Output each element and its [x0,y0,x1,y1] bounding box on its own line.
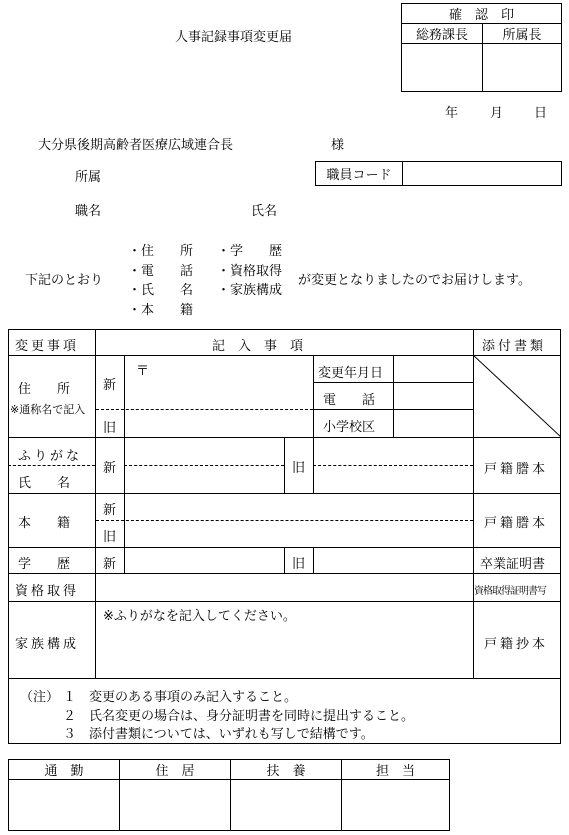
employee-code-field[interactable] [403,162,562,186]
footer-dependents-cell[interactable] [231,780,342,831]
family-field[interactable] [97,622,472,676]
furigana-attach: 戸籍謄本 [484,462,549,477]
domicile-new-field[interactable] [126,495,472,518]
notice-item-phone: ・電 話 [128,264,194,279]
employee-code-label: 職員コード [316,162,403,186]
footer-in-charge: 担 当 [342,760,450,780]
address-old-field[interactable] [126,411,311,436]
domicile-label: 本 籍 [18,516,71,531]
qualification-label: 資格取得 [15,584,80,599]
school-district-field[interactable] [395,411,472,436]
stamp-cell-department[interactable] [483,44,562,92]
family-note: ※ふりがなを記入してください。 [103,609,296,624]
furigana-old-label: 旧 [292,461,306,476]
addressee-honorific: 様 [331,138,345,153]
note-3-text: 添付書類については、いずれも写しで結構です。 [89,727,374,742]
phone-field[interactable] [395,384,472,408]
name-change-label: 氏 名 [18,476,71,491]
domicile-old-field[interactable] [126,522,472,546]
change-date-label: 変更年月日 [318,366,384,381]
school-district-label: 小学校区 [323,420,376,435]
phone-label: 電 話 [323,393,376,408]
notice-lead: 下記のとおり [25,273,104,288]
note-2-num: ２ [63,709,77,724]
address-new-field[interactable] [126,375,311,407]
note-3-num: ３ [63,727,77,742]
notes-prefix: （注） [20,690,60,705]
notice-item-family: ・家族構成 [217,283,283,298]
footer-in-charge-cell[interactable] [342,780,450,831]
notice-item-name: ・氏 名 [128,283,194,298]
processing-table [8,759,450,831]
education-old-field[interactable] [315,549,472,572]
family-label: 家族構成 [15,637,80,652]
form-title: 人事記録事項変更届 [175,30,293,45]
addressee-name: 大分県後期高齢者医療広域連合長 [38,138,234,153]
notice-item-education: ・学 歴 [217,244,283,259]
furigana-new-label: 新 [103,461,117,476]
notice-item-qualification: ・資格取得 [217,264,283,279]
approval-col-general-affairs: 総務課長 [402,24,483,44]
name-label: 氏名 [251,204,278,219]
no-attachment-diagonal [473,355,561,437]
address-new-label: 新 [103,378,117,393]
footer-dependents: 扶 養 [231,760,342,780]
footer-commute-cell[interactable] [9,780,120,831]
domicile-old-label: 旧 [103,530,117,545]
position-label: 職名 [75,204,102,219]
note-1-num: １ [63,690,77,705]
stamp-cell-general-affairs[interactable] [402,44,483,92]
note-1-text: 変更のある事項のみ記入すること。 [89,690,298,705]
approval-stamp-box [401,3,562,92]
furigana-label: ふりがな [18,449,83,464]
education-label: 学 歴 [18,557,71,572]
family-attach: 戸籍抄本 [484,637,549,652]
change-date-field[interactable] [395,357,472,381]
domicile-new-label: 新 [103,503,117,518]
domicile-attach: 戸籍謄本 [484,516,549,531]
approval-col-department: 所属長 [483,24,562,44]
notice-item-domicile: ・本 籍 [128,303,194,318]
header-attach: 添付書類 [482,339,547,354]
notice-tail: が変更となりましたのでお届けします。 [298,273,531,288]
header-change-item: 変更事項 [15,339,80,354]
footer-housing: 住 居 [120,760,231,780]
education-old-label: 旧 [292,557,306,572]
notice-item-address: ・住 所 [128,244,194,259]
footer-housing-cell[interactable] [120,780,231,831]
date-year: 年 [445,106,459,121]
date-month: 月 [490,106,504,121]
education-new-field[interactable] [126,549,282,572]
affiliation-label: 所属 [75,170,102,185]
footer-commute: 通 勤 [9,760,120,780]
note-2-text: 氏名変更の場合は、身分証明書を同時に提出すること。 [89,709,415,724]
qualification-attach: 資格取得証明書写 [474,586,546,597]
name-new-field[interactable] [126,467,282,492]
address-old-label: 旧 [103,421,117,436]
address-label: 住 所 [18,382,71,397]
furigana-old-field[interactable] [315,439,472,463]
address-note: ※通称名で記入 [10,403,86,416]
furigana-new-field[interactable] [126,439,282,463]
education-new-label: 新 [103,557,117,572]
approval-header: 確 認 印 [402,4,562,24]
postal-mark: 〒 [136,364,150,379]
header-entry: 記 入 事 項 [212,339,304,354]
date-day: 日 [534,106,548,121]
qualification-field[interactable] [97,575,472,600]
education-attach: 卒業証明書 [480,557,546,572]
name-old-field[interactable] [315,467,472,492]
employee-code-box [315,161,562,186]
